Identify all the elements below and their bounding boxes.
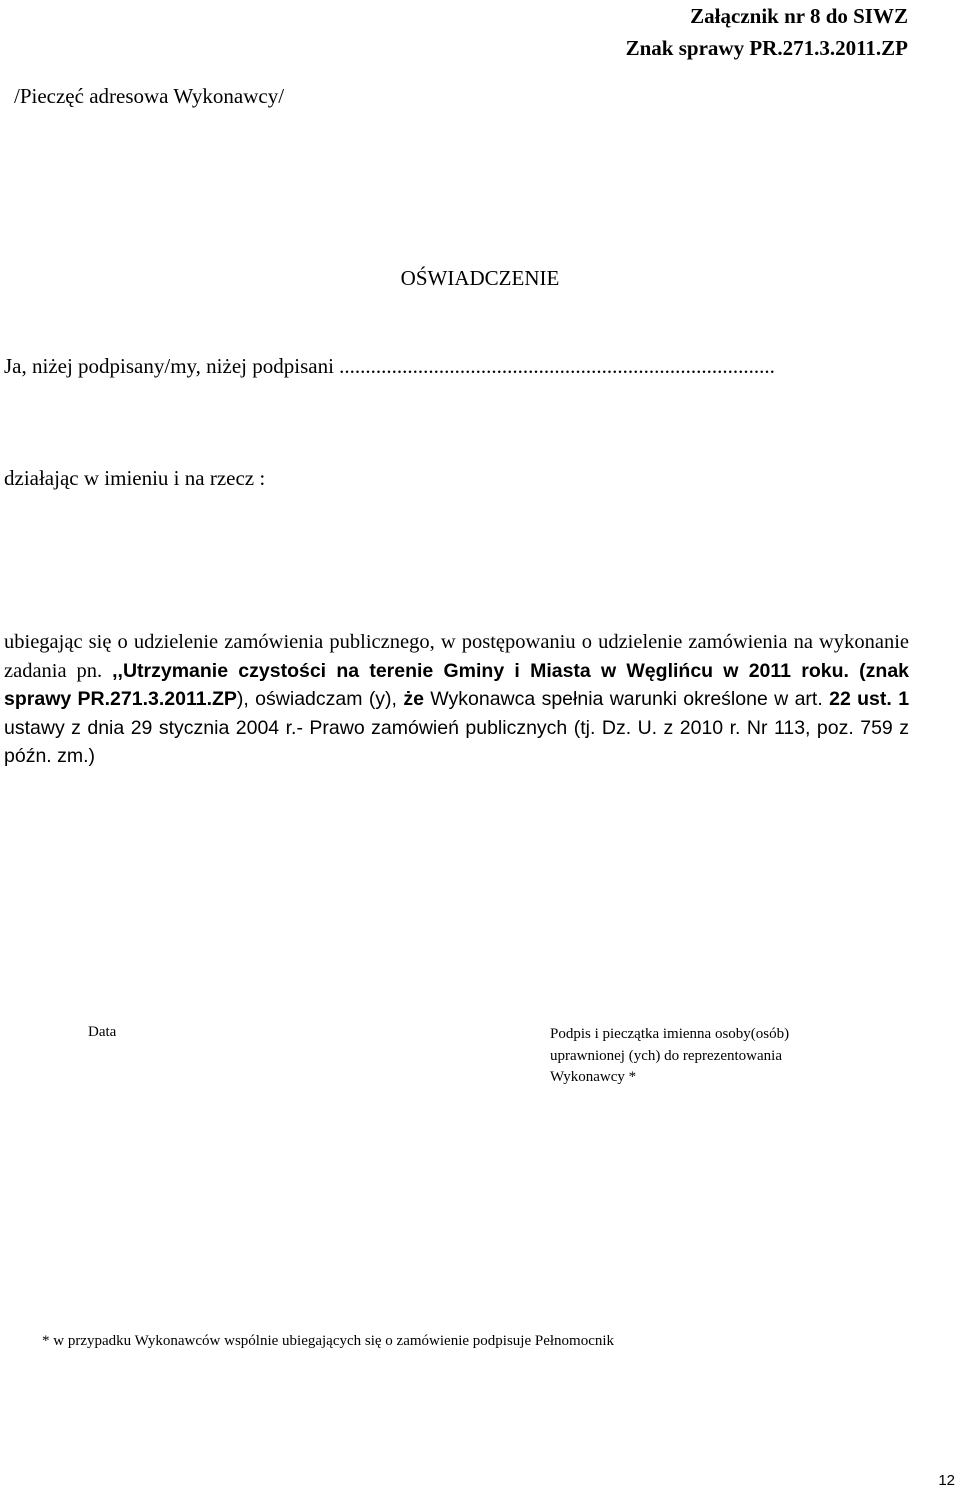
declaration-paragraph xyxy=(4,628,909,771)
signature-line-2: uprawnionej (ych) do reprezentowania xyxy=(550,1047,782,1064)
article-reference: 22 ust. xyxy=(829,688,892,710)
document-header xyxy=(626,0,908,64)
declaration-mid2: Wykonawca spełnia warunki określone w art. xyxy=(423,688,830,710)
declaration-mid: ), oświadczam (y), xyxy=(236,688,404,710)
declaration-tail: ustawy z dnia 29 stycznia 2004 r.- Prawo zamówień publicznych (tj. Dz. U. z 2010 r. Nr 113, poz. 759 z późn. zm.) xyxy=(4,716,909,767)
page-title: OŚWIADCZENIE xyxy=(400,266,560,290)
signature-line-1: Podpis i pieczątka imienna osoby(osób) xyxy=(550,1026,790,1042)
acting-on-behalf-line: działając w imieniu i na rzecz : xyxy=(4,466,266,490)
signature-block xyxy=(550,1024,789,1089)
case-number: Znak sprawy PR.271.3.2011.ZP xyxy=(625,36,908,60)
footnote: * w przypadku Wykonawców wspólnie ubiegających się o zamówienie podpisuje Pełnomocnik xyxy=(42,1333,615,1349)
declaration-lead: ubiegając się o udzielenie zamówienia publicznego, w postępowaniu o udzielenie zamówienia na wykonanie zadania pn. xyxy=(4,631,909,682)
declaration-emphasis: że xyxy=(403,688,424,710)
paragraph-number: 1 xyxy=(898,688,910,710)
task-name: ,,Utrzymanie czystości na terenie Gminy i Miasta w Węglińcu w 2011 roku. (znak sprawy PR.271.3.2011.ZP xyxy=(4,659,910,710)
attachment-label: Załącznik nr 8 do SIWZ xyxy=(690,4,908,28)
page-number: 12 xyxy=(938,1472,955,1489)
date-label: Data xyxy=(88,1024,117,1040)
signature-line-3: Wykonawcy * xyxy=(550,1069,637,1085)
signers-line: Ja, niżej podpisany/my, niżej podpisani ................................................................................... xyxy=(4,354,775,378)
contractor-stamp-label: /Pieczęć adresowa Wykonawcy/ xyxy=(14,84,285,108)
